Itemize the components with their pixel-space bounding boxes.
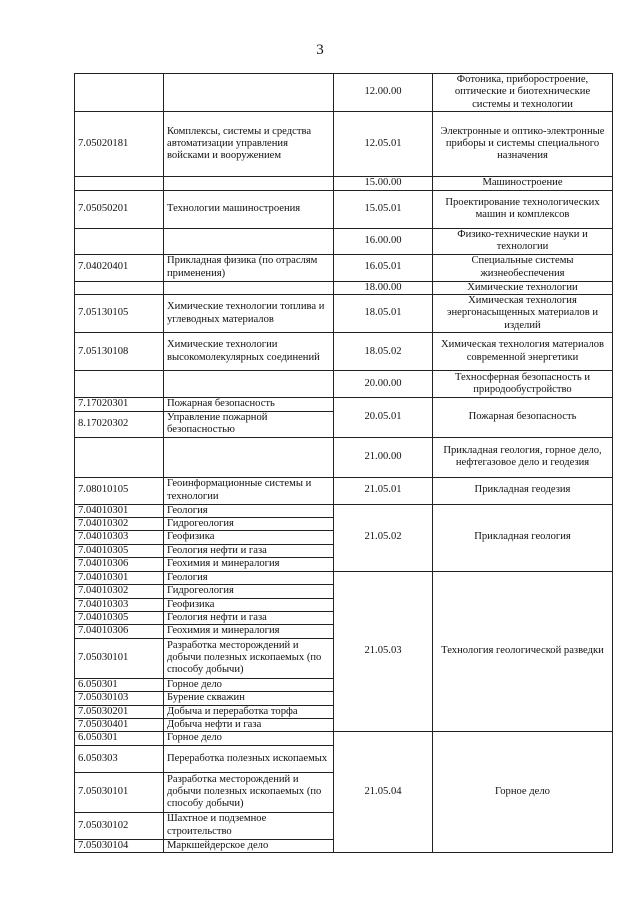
table-row <box>75 504 613 517</box>
new-name-cell: Пожарная безопасность <box>433 398 613 437</box>
new-name-cell: Прикладная геодезия <box>433 477 613 504</box>
old-name-cell: Геология <box>164 504 334 517</box>
old-code-cell: 7.04010303 <box>75 598 164 611</box>
new-name-cell: Технология геологической разведки <box>433 571 613 732</box>
specialty-correspondence-table <box>74 73 613 853</box>
old-code-cell: 7.05030201 <box>75 705 164 718</box>
old-code-cell: 7.05050201 <box>75 190 164 228</box>
new-code-cell: 21.05.04 <box>334 732 433 853</box>
table-row <box>75 228 613 254</box>
old-name-cell: Геоинформационные системы и технологии <box>164 477 334 504</box>
old-name-cell: Добыча и переработка торфа <box>164 705 334 718</box>
old-name-cell: Разработка месторождений и добычи полезных ископаемых (по способу добычи) <box>164 772 334 812</box>
old-code-cell: 7.05030102 <box>75 812 164 839</box>
old-code-cell: 6.050301 <box>75 732 164 745</box>
old-name-cell <box>164 74 334 112</box>
new-code-cell: 20.00.00 <box>334 371 433 398</box>
old-name-cell: Разработка месторождений и добычи полезных ископаемых (по способу добычи) <box>164 638 334 678</box>
old-code-cell: 7.04010305 <box>75 544 164 557</box>
old-name-cell: Горное дело <box>164 678 334 691</box>
old-code-cell: 7.08010105 <box>75 477 164 504</box>
old-name-cell: Шахтное и подземное строительство <box>164 812 334 839</box>
old-code-cell: 8.17020302 <box>75 411 164 437</box>
new-code-cell: 21.05.01 <box>334 477 433 504</box>
old-name-cell: Геофизика <box>164 598 334 611</box>
old-code-cell: 7.04010306 <box>75 558 164 571</box>
old-code-cell: 7.04010302 <box>75 585 164 598</box>
old-code-cell: 7.17020301 <box>75 398 164 411</box>
old-code-cell: 7.04020401 <box>75 254 164 281</box>
new-name-cell: Химические технологии <box>433 281 613 294</box>
old-name-cell: Переработка полезных ископаемых <box>164 745 334 772</box>
new-name-cell: Химическая технология энергонасыщенных материалов и изделий <box>433 295 613 333</box>
old-code-cell: 7.04010301 <box>75 571 164 584</box>
old-name-cell: Добыча нефти и газа <box>164 718 334 731</box>
new-code-cell: 15.00.00 <box>334 177 433 190</box>
new-code-cell: 16.05.01 <box>334 254 433 281</box>
old-code-cell: 7.05130105 <box>75 295 164 333</box>
old-code-cell: 7.04010302 <box>75 518 164 531</box>
old-code-cell: 7.05020181 <box>75 112 164 177</box>
old-code-cell: 7.05030101 <box>75 638 164 678</box>
new-code-cell: 12.00.00 <box>334 74 433 112</box>
old-code-cell: 7.04010305 <box>75 611 164 624</box>
table-row <box>75 477 613 504</box>
old-code-cell: 7.05030103 <box>75 692 164 705</box>
new-code-cell: 21.05.02 <box>334 504 433 571</box>
table-row <box>75 254 613 281</box>
new-code-cell: 21.00.00 <box>334 437 433 477</box>
table-row <box>75 281 613 294</box>
new-name-cell: Фотоника, приборостроение, оптические и биотехнические системы и технологии <box>433 74 613 112</box>
page-number: 3 <box>316 42 324 58</box>
old-code-cell: 7.04010303 <box>75 531 164 544</box>
table-row <box>75 732 613 745</box>
old-name-cell: Бурение скважин <box>164 692 334 705</box>
table-row <box>75 398 613 411</box>
new-code-cell: 20.05.01 <box>334 398 433 437</box>
old-code-cell <box>75 74 164 112</box>
old-name-cell: Геохимия и минералогия <box>164 558 334 571</box>
old-name-cell: Маркшейдерское дело <box>164 839 334 852</box>
old-name-cell: Технологии машиностроения <box>164 190 334 228</box>
old-code-cell: 7.04010306 <box>75 625 164 638</box>
old-code-cell: 6.050303 <box>75 745 164 772</box>
old-code-cell: 7.05030401 <box>75 718 164 731</box>
old-name-cell: Гидрогеология <box>164 585 334 598</box>
old-name-cell: Горное дело <box>164 732 334 745</box>
new-name-cell: Горное дело <box>433 732 613 853</box>
table-row <box>75 177 613 190</box>
old-name-cell: Геофизика <box>164 531 334 544</box>
old-name-cell: Геология нефти и газа <box>164 611 334 624</box>
old-name-cell: Геология нефти и газа <box>164 544 334 557</box>
old-name-cell: Управление пожарной безопасностью <box>164 411 334 437</box>
table-row <box>75 437 613 477</box>
new-code-cell: 18.00.00 <box>334 281 433 294</box>
new-name-cell: Химическая технология материалов современной энергетики <box>433 333 613 371</box>
new-code-cell: 16.00.00 <box>334 228 433 254</box>
old-name-cell: Гидрогеология <box>164 518 334 531</box>
old-name-cell: Геохимия и минералогия <box>164 625 334 638</box>
table-row <box>75 571 613 584</box>
old-name-cell: Геология <box>164 571 334 584</box>
table-row <box>75 112 613 177</box>
new-name-cell: Техносферная безопасность и природообустройство <box>433 371 613 398</box>
old-code-cell: 7.05030101 <box>75 772 164 812</box>
old-code-cell: 6.050301 <box>75 678 164 691</box>
new-code-cell: 18.05.01 <box>334 295 433 333</box>
old-code-cell: 7.05130108 <box>75 333 164 371</box>
table-row <box>75 295 613 333</box>
new-code-cell: 18.05.02 <box>334 333 433 371</box>
table-row <box>75 333 613 371</box>
table-row <box>75 190 613 228</box>
new-name-cell: Специальные системы жизнеобеспечения <box>433 254 613 281</box>
old-code-cell: 7.04010301 <box>75 504 164 517</box>
table-row <box>75 371 613 398</box>
new-name-cell: Физико-технические науки и технологии <box>433 228 613 254</box>
old-name-cell: Химические технологии топлива и углеводных материалов <box>164 295 334 333</box>
old-name-cell: Пожарная безопасность <box>164 398 334 411</box>
new-code-cell: 15.05.01 <box>334 190 433 228</box>
table-row <box>75 74 613 112</box>
new-code-cell: 21.05.03 <box>334 571 433 732</box>
new-code-cell: 12.05.01 <box>334 112 433 177</box>
new-name-cell: Проектирование технологических машин и комплексов <box>433 190 613 228</box>
old-code-cell: 7.05030104 <box>75 839 164 852</box>
old-name-cell: Прикладная физика (по отраслям применения) <box>164 254 334 281</box>
new-name-cell: Электронные и оптико-электронные приборы и системы специального назначения <box>433 112 613 177</box>
new-name-cell: Машиностроение <box>433 177 613 190</box>
old-name-cell: Комплексы, системы и средства автоматизации управления войсками и вооружением <box>164 112 334 177</box>
new-name-cell: Прикладная геология <box>433 504 613 571</box>
old-name-cell: Химические технологии высокомолекулярных соединений <box>164 333 334 371</box>
new-name-cell: Прикладная геология, горное дело, нефтегазовое дело и геодезия <box>433 437 613 477</box>
